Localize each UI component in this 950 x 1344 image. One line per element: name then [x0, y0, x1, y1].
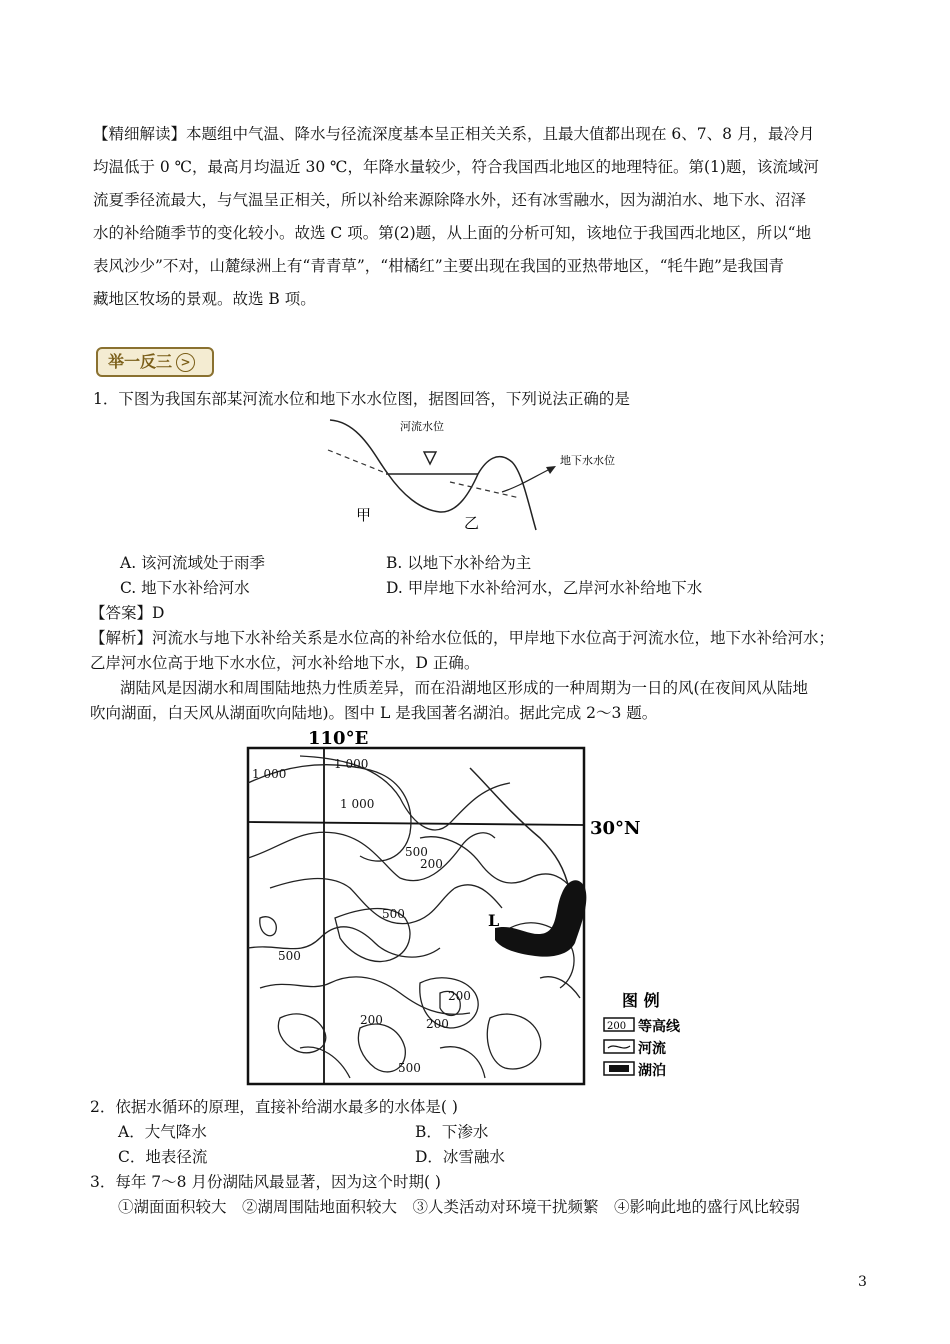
contour-label: 200 — [420, 857, 443, 871]
q1-analysis-line: 【解析】河流水与地下水补给关系是水位高的补给水位低的，甲岸地下水位高于河流水位，地下水补给河水； — [90, 629, 835, 647]
contour-line — [420, 837, 575, 893]
q2-option-c[interactable]: C．地表径流 — [118, 1148, 208, 1166]
contour-label: 500 — [278, 949, 301, 963]
contour-label: 500 — [382, 907, 405, 921]
contour-line — [248, 927, 440, 957]
q3-choices: ①湖面面积较大 ②湖周围陆地面积较大 ③人类活动对环境干扰频繁 ④影响此地的盛行风比较弱 — [118, 1198, 801, 1216]
lake-legend-label: 湖泊 — [638, 1063, 666, 1079]
question-3-stem: 3．每年 7～8 月份湖陆风最显著，因为这个时期( ) — [90, 1173, 441, 1191]
flow-arrow — [502, 468, 552, 492]
explanation-line: 流夏季径流最大，与气温呈正相关，所以补给来源除降水外，还有冰雪融水，因为湖泊水、地下水、沼泽 — [93, 191, 807, 209]
intro-line: 湖陆风是因湖水和周围陆地热力性质差异，而在沿湖地区形成的一种周期为一日的风(在夜间风从陆地 — [120, 679, 809, 697]
intro-line: 吹向湖面，白天风从湖面吹向陆地)。图中 L 是我国著名湖泊。据此完成 2～3 题。 — [90, 704, 658, 722]
river-legend-label: 河流 — [638, 1041, 666, 1057]
contour-label: 200 — [448, 989, 471, 1003]
arrow-circle-icon: > — [176, 353, 195, 372]
lake-topographic-map — [240, 728, 710, 1090]
longitude-label: 110°E — [308, 728, 369, 749]
contour-label: 500 — [398, 1061, 421, 1075]
latitude-label: 30°N — [590, 818, 641, 839]
contour-legend-sample: 200 — [607, 1021, 627, 1032]
contour-label: 1 000 — [334, 757, 369, 771]
contour-label: 500 — [405, 845, 428, 859]
q1-option-a[interactable]: A. 该河流域处于雨季 — [120, 554, 266, 572]
contour-label: 1 000 — [252, 767, 287, 781]
river-line — [470, 768, 570, 893]
page-number: 3 — [858, 1274, 867, 1290]
river-groundwater-diagram — [320, 412, 640, 537]
q1-option-c[interactable]: C. 地下水补给河水 — [120, 579, 250, 597]
contour-line — [300, 1047, 350, 1078]
map-legend — [604, 991, 681, 1079]
q2-option-d[interactable]: D．冰雪融水 — [415, 1148, 505, 1166]
contour-label: 200 — [426, 1017, 449, 1031]
water-level-icon — [424, 452, 436, 464]
contour-lines — [248, 756, 580, 1078]
section-badge-label: 举一反三 — [108, 352, 173, 371]
river-level-label: 河流水位 — [400, 420, 444, 433]
q1-analysis-line: 乙岸河水位高于地下水水位，河水补给地下水，D 正确。 — [90, 654, 480, 672]
left-bank-label: 甲 — [356, 506, 372, 524]
explanation-line: 藏地区牧场的景观。故选 B 项。 — [93, 290, 316, 308]
lake-legend-symbol — [609, 1065, 629, 1072]
contour-label: 200 — [360, 1013, 383, 1027]
right-bank-label: 乙 — [464, 514, 480, 532]
q1-answer: 【答案】D — [90, 604, 165, 622]
legend-title: 图 例 — [622, 991, 660, 1010]
contour-line — [260, 977, 470, 1014]
q1-option-d[interactable]: D. 甲岸地下水补给河水，乙岸河水补给地下水 — [386, 579, 703, 597]
parallel-line — [248, 822, 584, 825]
contour-label: 1 000 — [340, 797, 375, 811]
contour-line — [440, 1047, 485, 1078]
river-legend-symbol — [608, 1046, 630, 1048]
lake-l — [495, 880, 586, 956]
contour-line — [260, 917, 277, 936]
q2-option-b[interactable]: B．下渗水 — [415, 1123, 489, 1141]
q1-option-b[interactable]: B. 以地下水补给为主 — [386, 554, 532, 572]
explanation-line: 水的补给随季节的变化较小。故选 C 项。第(2)题，从上面的分析可知，该地位于我国西北地区，所以“地 — [93, 224, 812, 242]
explanation-line: 均温低于 0 ℃，最高月均温近 30 ℃，年降水量较少，符合我国西北地区的地理特征。第(1)题，该流域河 — [93, 158, 819, 176]
contour-line — [300, 756, 510, 830]
contour-line — [248, 832, 495, 880]
lake-label: L — [488, 911, 500, 930]
explanation-line: 【精细解读】本题组中气温、降水与径流深度基本呈正相关关系，且最大值都出现在 6、7、8 月，最冷月 — [93, 125, 815, 143]
explanation-line: 表风沙少”不对，山麓绿洲上有“青青草”，“柑橘红”主要出现在我国的亚热带地区，“牦牛跑”是我国青 — [93, 257, 784, 275]
section-badge — [96, 347, 214, 377]
contour-legend-label: 等高线 — [638, 1019, 680, 1035]
contour-line — [487, 1014, 541, 1069]
question-2-stem: 2．依据水循环的原理，直接补给湖水最多的水体是( ) — [90, 1098, 458, 1116]
groundwater-level-label: 地下水水位 — [560, 454, 615, 467]
q2-option-a[interactable]: A．大气降水 — [118, 1123, 207, 1141]
map-frame — [248, 748, 584, 1084]
question-1-stem: 1．下图为我国东部某河流水位和地下水水位图，据图回答，下列说法正确的是 — [93, 390, 630, 408]
